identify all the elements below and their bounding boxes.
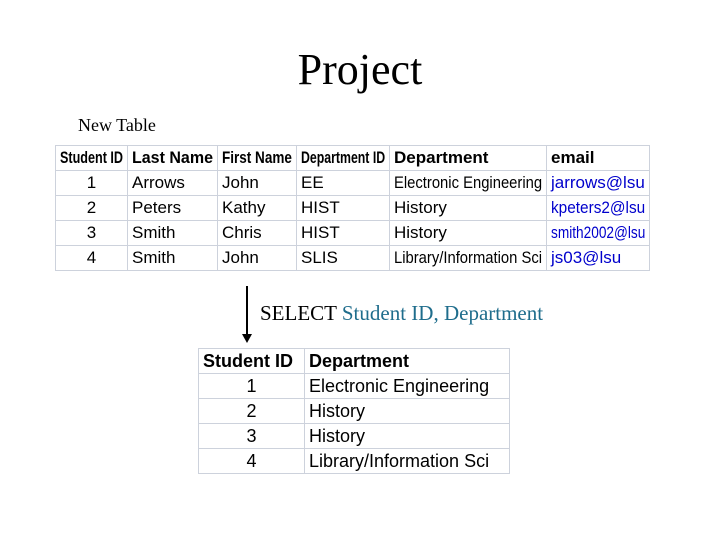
- table-cell: 4: [199, 449, 305, 474]
- table-cell: 1: [56, 171, 128, 196]
- header-cell: email: [547, 146, 650, 171]
- table-cell: HIST: [297, 221, 390, 246]
- table-cell: History: [305, 424, 510, 449]
- header-cell: First Name: [218, 146, 297, 171]
- table-cell: History: [305, 399, 510, 424]
- table-cell: 4: [56, 246, 128, 271]
- table-cell: Library/Information Sci: [390, 246, 547, 271]
- table-cell: EE: [297, 171, 390, 196]
- table-cell: HIST: [297, 196, 390, 221]
- table-header-row: [56, 146, 650, 171]
- header-cell: Department ID: [297, 146, 390, 171]
- table-cell: 3: [199, 424, 305, 449]
- down-arrow-icon: [246, 286, 248, 338]
- email-link[interactable]: jarrows@lsu: [547, 171, 650, 196]
- table-cell: Electronic Engineering: [390, 171, 547, 196]
- table-cell: Peters: [128, 196, 218, 221]
- header-cell: Department: [390, 146, 547, 171]
- table-cell: Arrows: [128, 171, 218, 196]
- email-link[interactable]: kpeters2@lsu: [547, 196, 650, 221]
- table-cell: 2: [56, 196, 128, 221]
- table-row: [199, 424, 510, 449]
- email-link[interactable]: smith2002@lsu: [547, 221, 650, 246]
- table-row: [199, 449, 510, 474]
- email-link[interactable]: js03@lsu: [547, 246, 650, 271]
- table-caption: New Table: [78, 115, 156, 135]
- table-cell: Chris: [218, 221, 297, 246]
- source-table: [55, 145, 650, 271]
- table-cell: John: [218, 171, 297, 196]
- table-row: [56, 196, 650, 221]
- table-row: [199, 374, 510, 399]
- result-table: [198, 348, 510, 474]
- arrow-head-icon: [242, 334, 252, 343]
- table-header-row: [199, 349, 510, 374]
- table-cell: 3: [56, 221, 128, 246]
- table-cell: 1: [199, 374, 305, 399]
- table-row: [56, 171, 650, 196]
- header-cell: Student ID: [199, 349, 305, 374]
- table-cell: Library/Information Sci: [305, 449, 510, 474]
- table-cell: Kathy: [218, 196, 297, 221]
- table-cell: Electronic Engineering: [305, 374, 510, 399]
- sql-keyword: SELECT: [260, 301, 337, 325]
- table-row: [199, 399, 510, 424]
- select-statement: [260, 301, 543, 326]
- table-row: [56, 246, 650, 271]
- table-cell: History: [390, 221, 547, 246]
- header-cell: Last Name: [128, 146, 218, 171]
- table-cell: John: [218, 246, 297, 271]
- table-row: [56, 221, 650, 246]
- sql-columns: Student ID, Department: [341, 301, 544, 325]
- header-cell: Student ID: [56, 146, 128, 171]
- slide-title: Project: [297, 45, 423, 94]
- header-cell: Department: [305, 349, 510, 374]
- table-cell: Smith: [128, 221, 218, 246]
- table-cell: 2: [199, 399, 305, 424]
- table-cell: SLIS: [297, 246, 390, 271]
- table-cell: Smith: [128, 246, 218, 271]
- table-cell: History: [390, 196, 547, 221]
